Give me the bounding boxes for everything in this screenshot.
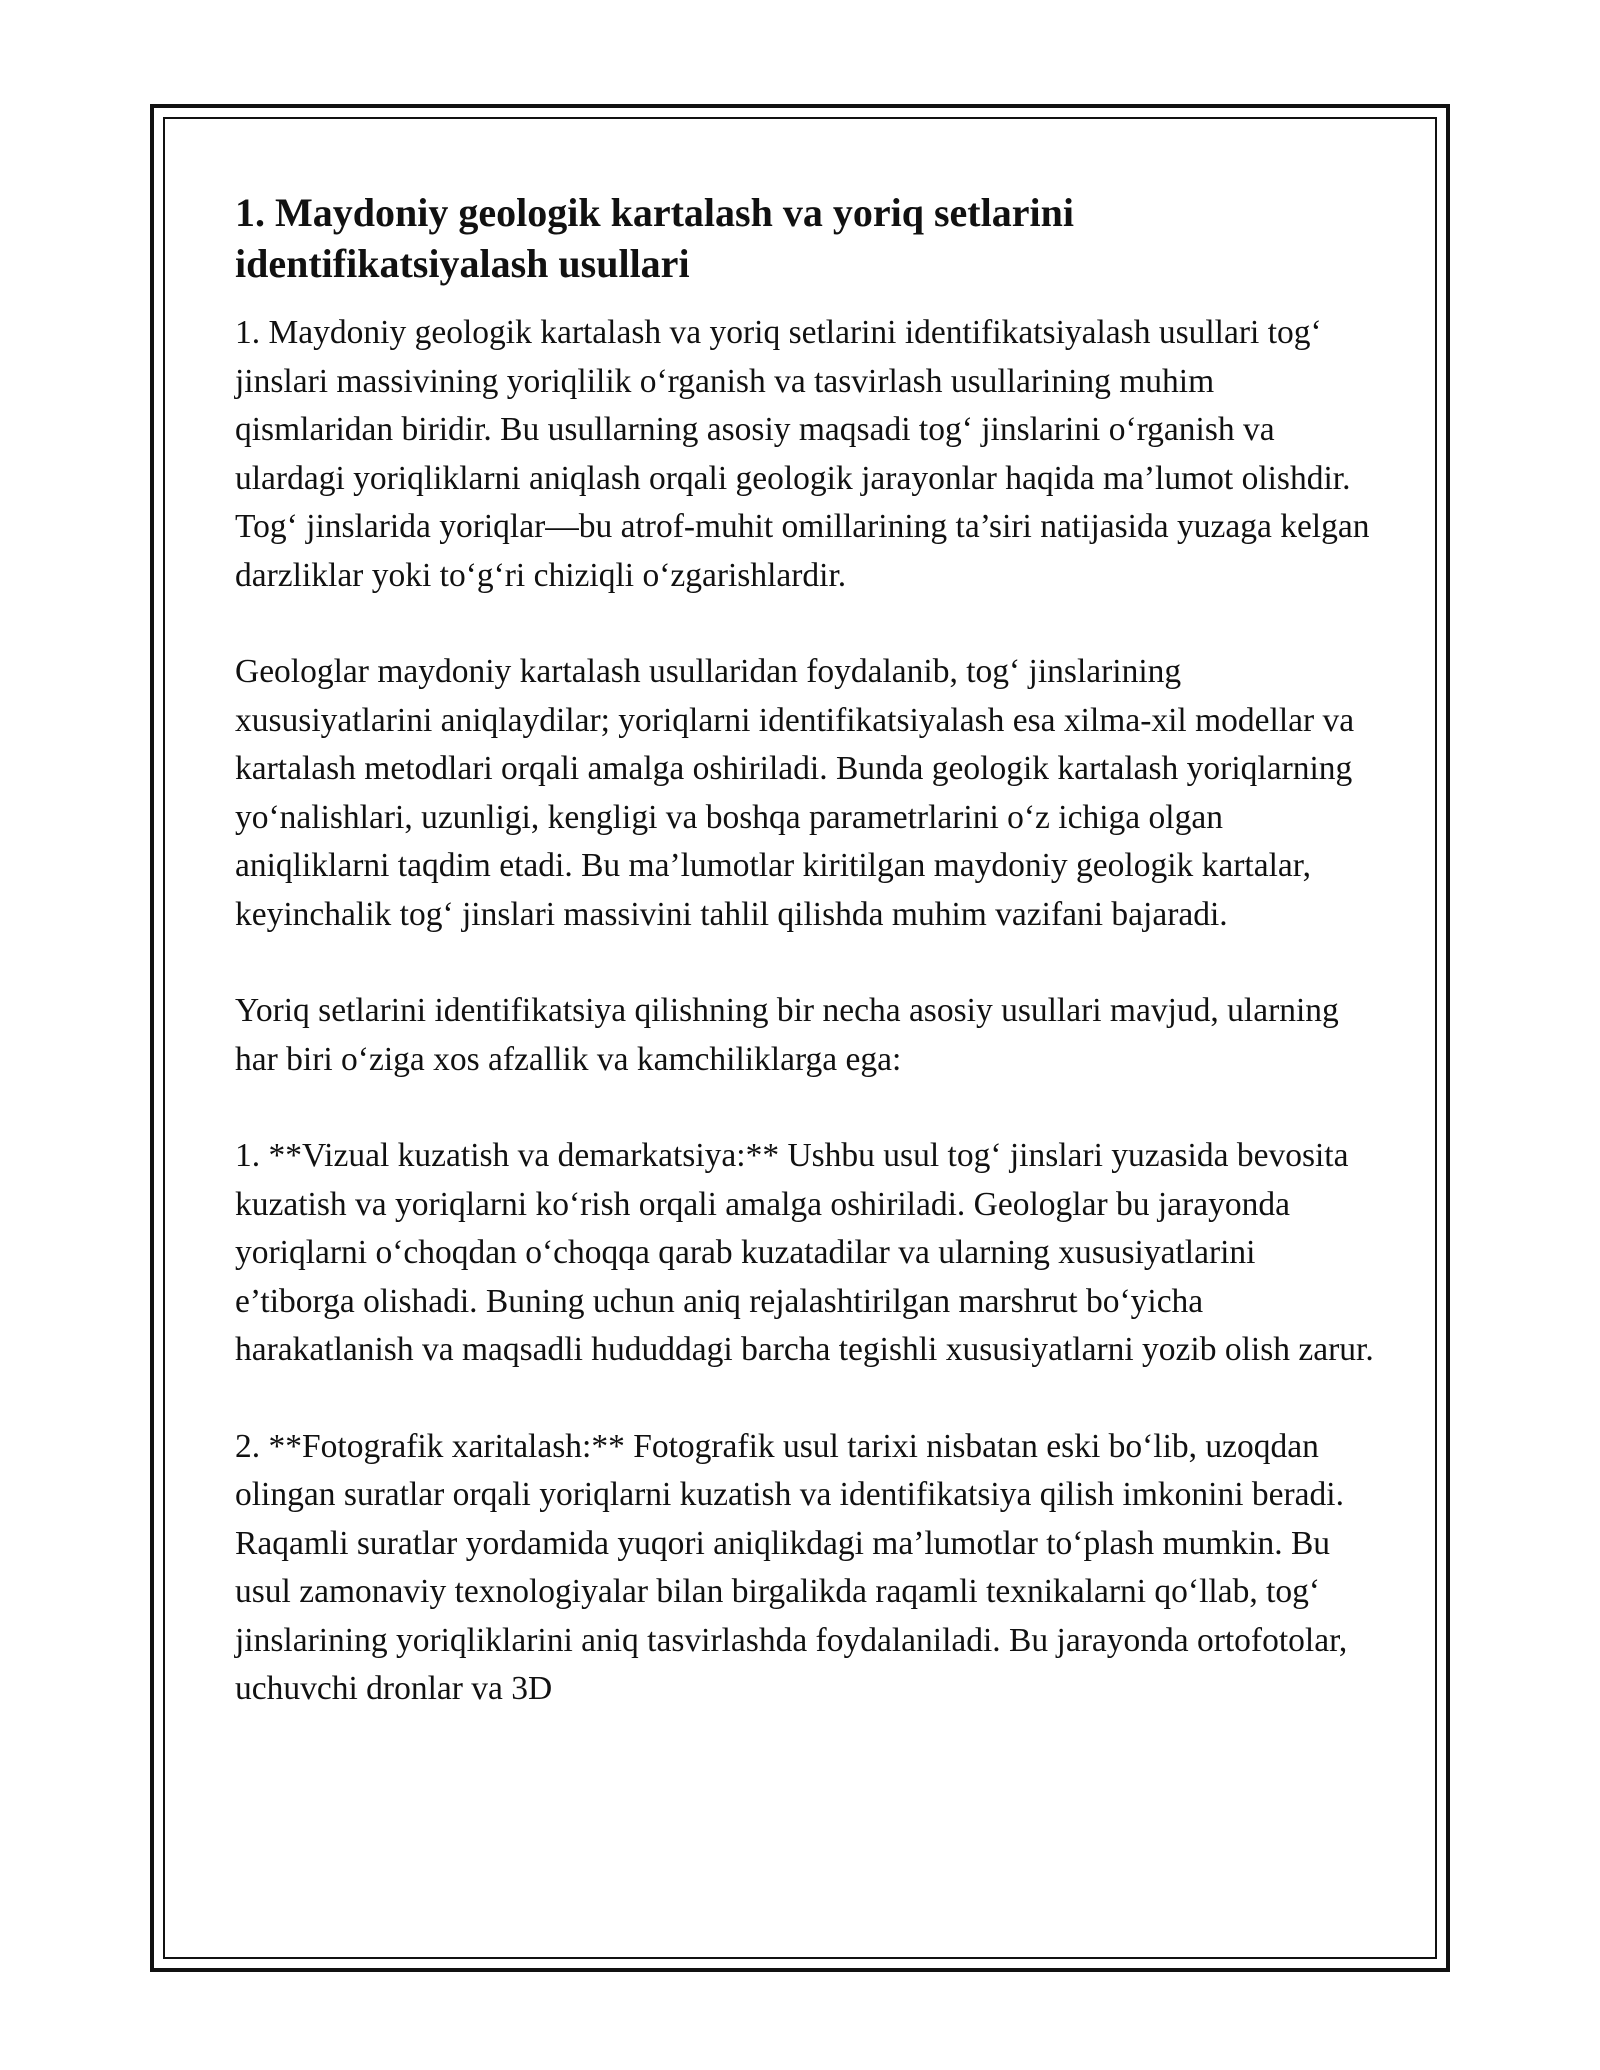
section-title: 1. Maydoniy geologik kartalash va yoriq setlarini identifikatsiyalash usullari — [235, 190, 1074, 286]
paragraph-mapping: Geologlar maydoniy kartalash usullaridan foydalanib, tog‘ jinslarining xususiyatlarini aniqlaydilar; yoriqlarni identifikatsiyalash esa xilma-xil modellar va kartalash metodlari orqali amalga oshiriladi. Bunda geologik kartalash yoriqlarning yo‘nalishlari, uzunligi, kengligi va boshqa parametrlarini o‘z ichiga olgan aniqliklarni taqdim etadi. Bu ma’lumotlar kiritilgan maydoniy geologik kartalar, keyinchalik tog‘ jinslari massivini tahlil qilishda muhim vazifani bajaradi. — [235, 653, 1355, 933]
document-body — [235, 187, 1380, 1714]
paragraph-method-visual: 1. **Vizual kuzatish va demarkatsiya:** Ushbu usul tog‘ jinslari yuzasida bevosita kuzatish va yoriqlarni ko‘rish orqali amalga oshiriladi. Geologlar bu jarayonda yoriqlarni o‘choqdan o‘choqqa qarab kuzatadilar va ularning xususiyatlarini e’tiborga olishadi. Buning uchun aniq rejalashtirilgan marshrut bo‘yicha harakatlanish va maqsadli hududdagi barcha tegishli xususiyatlarni yozib olish zarur. — [235, 1137, 1374, 1368]
paragraph-intro: 1. Maydoniy geologik kartalash va yoriq setlarini identifikatsiyalash usullari tog‘ jinslari massivining yoriqlilik o‘rganish va tasvirlash usullarining muhim qismlaridan biridir. Bu usullarning asosiy maqsadi tog‘ jinslarini o‘rganish va ulardagi yoriqliklarni aniqlash orqali geologik jarayonlar haqida ma’lumot olishdir. Tog‘ jinslarida yoriqlar—bu atrof-muhit omillarining ta’siri natijasida yuzaga kelgan darzliklar yoki to‘g‘ri chiziqli o‘zgarishlardir. — [235, 314, 1370, 594]
paragraph-method-photo: 2. **Fotografik xaritalash:** Fotografik usul tarixi nisbatan eski bo‘lib, uzoqdan olingan suratlar orqali yoriqlarni kuzatish va identifikatsiya qilish imkonini beradi. Raqamli suratlar yordamida yuqori aniqlikdagi ma’lumotlar to‘plash mumkin. Bu usul zamonaviy texnologiyalar bilan birgalikda raqamli texnikalarni qo‘llab, tog‘ jinslarining yoriqliklarini aniq tasvirlashda foydalaniladi. Bu jarayonda ortofotolar, uchuvchi dronlar va 3D — [235, 1427, 1348, 1707]
paragraph-methods-intro: Yoriq setlarini identifikatsiya qilishning bir necha asosiy usullari mavjud, ularning har biri o‘ziga xos afzallik va kamchiliklarga ega: — [235, 992, 1339, 1078]
